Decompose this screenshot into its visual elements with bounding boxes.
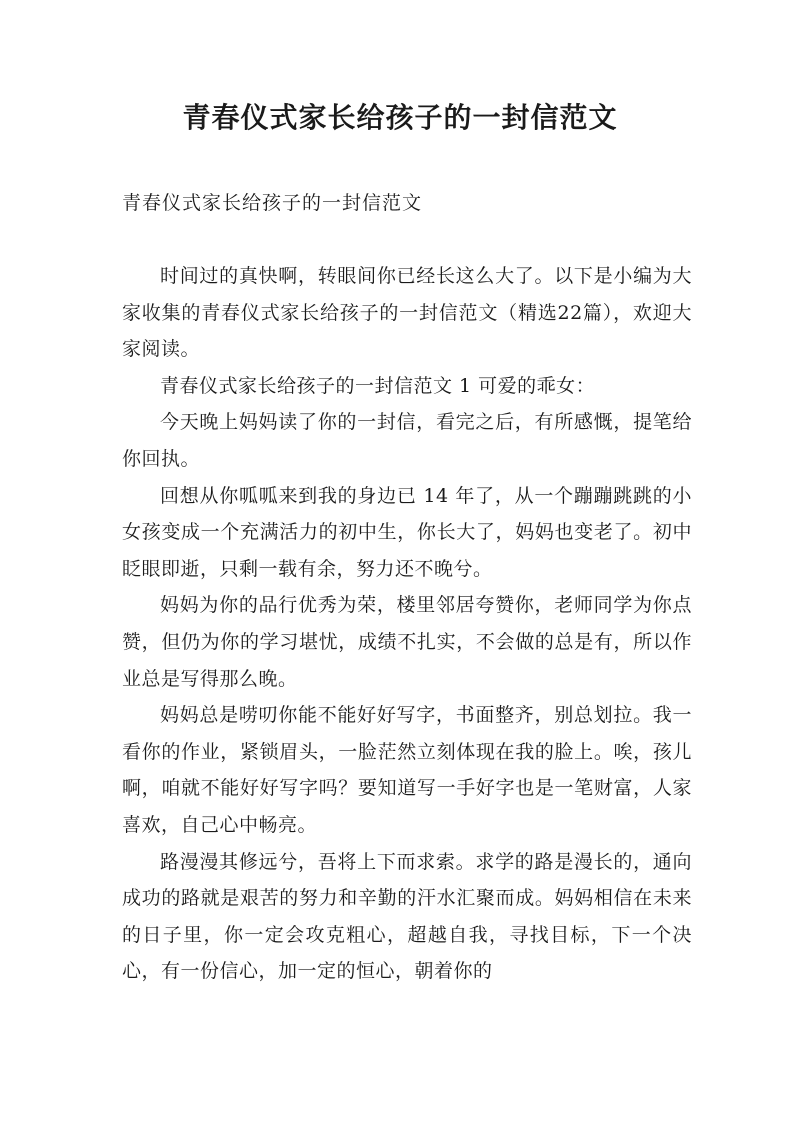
document-body [122, 258, 692, 990]
paragraph-heading-letter-1: 青春仪式家长给孩子的一封信范文 1 可爱的乖女： [160, 374, 596, 397]
paragraph-intro: 时间过的真快啊，转眼间你已经长这么大了。以下是小编为大家收集的青春仪式家长给孩子的一封信范文（精选22篇），欢迎大家阅读。 [122, 265, 692, 361]
paragraph: 妈妈总是唠叨你能不能好好写字，书面整齐，别总划拉。我一看你的作业，紧锁眉头，一脸茫然立刻体现在我的脸上。唉，孩儿啊，咱就不能好好写字吗？要知道写一手好字也是一笔财富，人家喜欢，自己心中畅亮。 [122, 704, 692, 836]
document-title: 青春仪式家长给孩子的一封信范文 [182, 101, 618, 134]
paragraph: 回想从你呱呱来到我的身边已 14 年了，从一个蹦蹦跳跳的小女孩变成一个充满活力的初中生，你长大了，妈妈也变老了。初中眨眼即逝，只剩一载有余，努力还不晚兮。 [122, 484, 692, 580]
paragraph: 今天晚上妈妈读了你的一封信，看完之后，有所感慨，提笔给你回执。 [122, 411, 692, 470]
paragraph: 路漫漫其修远兮，吾将上下而求索。求学的路是漫长的，通向成功的路就是艰苦的努力和辛勤的汗水汇聚而成。妈妈相信在未来的日子里，你一定会攻克粗心，超越自我，寻找目标，下一个决心，有一份信心，加一定的恒心，朝着你的 [122, 850, 692, 983]
document-subtitle: 青春仪式家长给孩子的一封信范文 [122, 192, 423, 214]
paragraph: 妈妈为你的品行优秀为荣，楼里邻居夸赞你，老师同学为你点赞，但仍为你的学习堪忧，成绩不扎实，不会做的总是有，所以作业总是写得那么晚。 [122, 594, 692, 690]
